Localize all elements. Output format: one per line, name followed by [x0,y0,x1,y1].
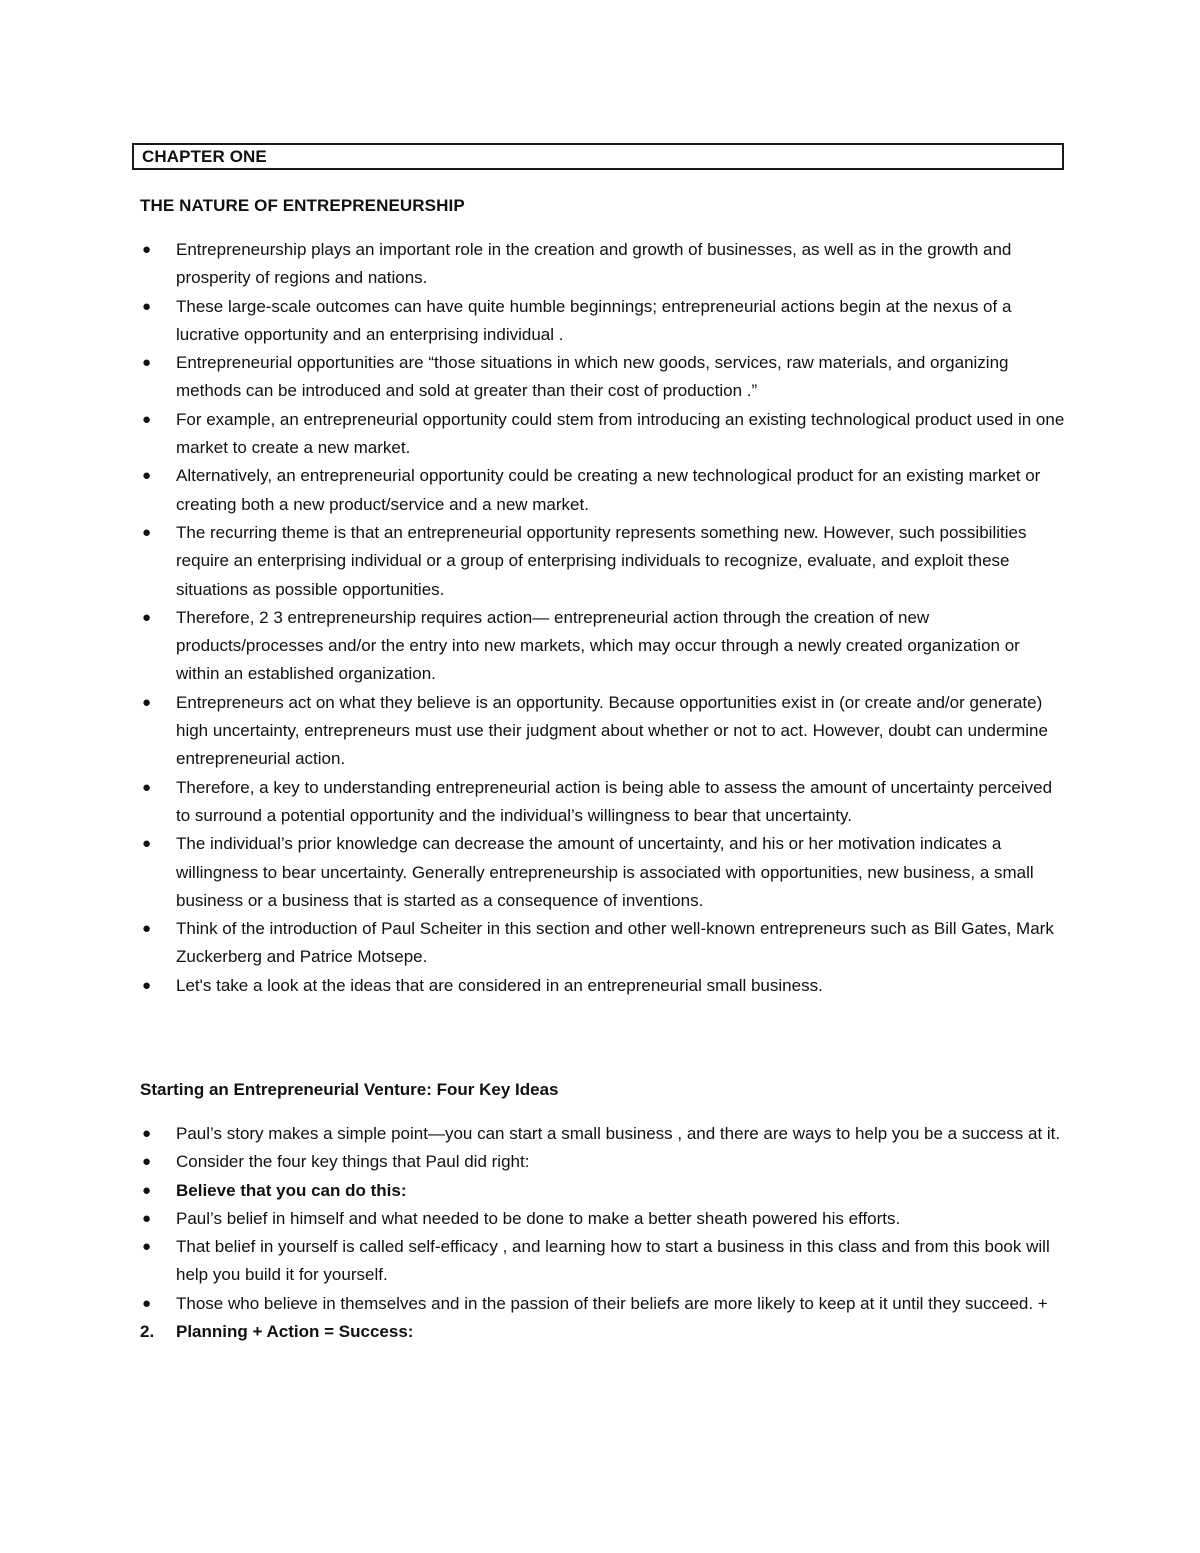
chapter-heading-box: CHAPTER ONE [132,143,1064,170]
bullet-list-key-ideas [140,1120,1065,1346]
list-item: ● For example, an entrepreneurial opportunity could stem from introducing an existing technological product used in one market to create a new market. [140,406,1065,463]
bullet-icon: ● [142,1238,152,1256]
bullet-icon: ● [142,1209,152,1227]
bullet-icon: ● [142,1181,152,1199]
list-item: ● The recurring theme is that an entrepreneurial opportunity represents something new. However, such possibilities require an enterprising individual or a group of enterprising individuals to recognize, evaluate, and exploit these situations as possible opportunities. [140,519,1065,604]
list-item: ● These large-scale outcomes can have quite humble beginnings; entrepreneurial actions begin at the nexus of a lucrative opportunity and an enterprising individual . [140,293,1065,350]
list-item: ● Paul’s belief in himself and what needed to be done to make a better sheath powered his efforts. [140,1205,1065,1233]
list-item: ● Those who believe in themselves and in the passion of their beliefs are more likely to keep at it until they succeed. + [140,1290,1065,1318]
list-item: ● Entrepreneurship plays an important role in the creation and growth of businesses, as well as in the growth and prosperity of regions and nations. [140,236,1065,293]
item-number: 2. [140,1322,155,1342]
bullet-icon: ● [142,410,152,428]
bullet-list-nature [140,236,1065,1000]
bullet-icon: ● [142,920,152,938]
section-title-four-key-ideas: Starting an Entrepreneurial Venture: Four Key Ideas [140,1080,559,1099]
list-item: ● Paul’s story makes a simple point—you can start a small business , and there are ways to help you be a success at it. [140,1120,1065,1148]
bullet-icon: ● [142,241,152,258]
section-title-nature: THE NATURE OF ENTREPRENEURSHIP [140,196,465,215]
bullet-icon: ● [142,608,152,626]
list-item: ● Consider the four key things that Paul did right: [140,1148,1065,1176]
list-item: ● The individual’s prior knowledge can decrease the amount of uncertainty, and his or her motivation indicates a willingness to bear uncertainty. Generally entrepreneurship is associated with opportunities, new business, a small business or a business that is started as a consequence of inventions. [140,830,1065,915]
list-item: ● Let's take a look at the ideas that are considered in an entrepreneurial small business. [140,972,1065,1000]
list-item: ● Entrepreneurial opportunities are “those situations in which new goods, services, raw materials, and organizing methods can be introduced and sold at greater than their cost of production .” [140,349,1065,406]
list-item: ● Believe that you can do this: [140,1177,1065,1205]
numbered-list-item [140,1318,1065,1346]
list-item: ● Entrepreneurs act on what they believe is an opportunity. Because opportunities exist in (or create and/or generate) high uncertainty, entrepreneurs must use their judgment about whether or not to act. However, doubt can undermine entrepreneurial action. [140,689,1065,774]
bullet-icon: ● [142,778,152,796]
bullet-icon: ● [142,693,152,711]
list-item: ● Think of the introduction of Paul Scheiter in this section and other well-known entrepreneurs such as Bill Gates, Mark Zuckerberg and Patrice Motsepe. [140,915,1065,972]
bullet-icon: ● [142,1125,152,1142]
bullet-icon: ● [142,467,152,485]
numbered-item-text: Planning + Action = Success: [176,1322,414,1342]
bullet-icon: ● [142,297,152,315]
list-item: ● That belief in yourself is called self-efficacy , and learning how to start a business in this class and from this book will help you build it for yourself. [140,1233,1065,1290]
bullet-icon: ● [142,523,152,541]
bullet-icon: ● [142,1294,152,1312]
bullet-icon: ● [142,1153,152,1171]
bullet-icon: ● [142,976,152,994]
list-item: ● Therefore, a key to understanding entrepreneurial action is being able to assess the amount of uncertainty perceived to surround a potential opportunity and the individual’s willingness to bear that uncertainty. [140,774,1065,831]
bullet-icon: ● [142,835,152,853]
list-item: ● Alternatively, an entrepreneurial opportunity could be creating a new technological product for an existing market or creating both a new product/service and a new market. [140,462,1065,519]
bullet-icon: ● [142,354,152,372]
list-item: ● Therefore, 2 3 entrepreneurship requires action— entrepreneurial action through the creation of new products/processes and/or the entry into new markets, which may occur through a newly created organization or within an established organization. [140,604,1065,689]
